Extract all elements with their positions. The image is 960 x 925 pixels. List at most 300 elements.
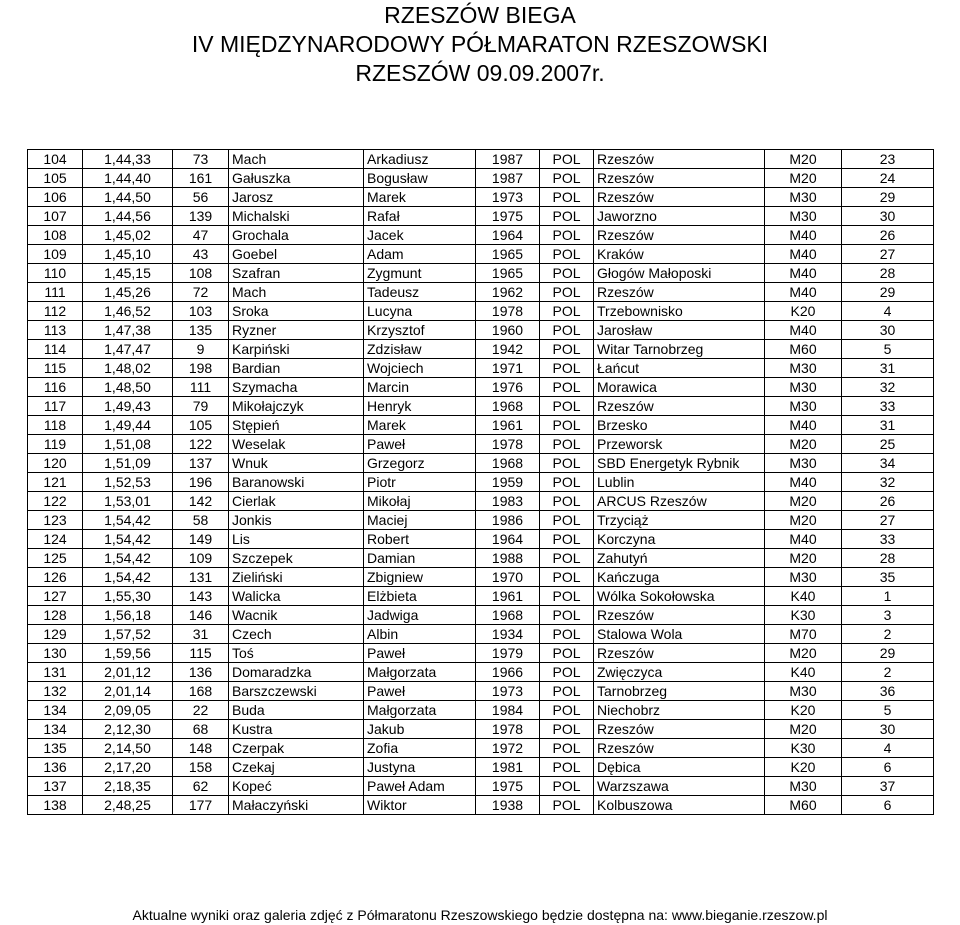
birth-year-cell: 1962 — [476, 283, 540, 302]
country-cell: POL — [540, 473, 594, 492]
city-cell: Kraków — [594, 245, 765, 264]
country-cell: POL — [540, 739, 594, 758]
category-cell: M20 — [765, 549, 842, 568]
table-row — [28, 169, 934, 188]
surname-cell: Gałuszka — [229, 169, 364, 188]
surname-cell: Małaczyński — [229, 796, 364, 815]
table-row — [28, 454, 934, 473]
category-cell: K20 — [765, 758, 842, 777]
bib-number-cell: 31 — [173, 625, 229, 644]
surname-cell: Czerpak — [229, 739, 364, 758]
place-cell: 129 — [28, 625, 83, 644]
bib-number-cell: 72 — [173, 283, 229, 302]
surname-cell: Goebel — [229, 245, 364, 264]
country-cell: POL — [540, 777, 594, 796]
place-cell: 107 — [28, 207, 83, 226]
first-name-cell: Albin — [364, 625, 476, 644]
country-cell: POL — [540, 758, 594, 777]
first-name-cell: Robert — [364, 530, 476, 549]
category-cell: K30 — [765, 606, 842, 625]
first-name-cell: Zdzisław — [364, 340, 476, 359]
time-cell: 1,54,42 — [83, 530, 173, 549]
birth-year-cell: 1973 — [476, 682, 540, 701]
first-name-cell: Paweł Adam — [364, 777, 476, 796]
country-cell: POL — [540, 340, 594, 359]
country-cell: POL — [540, 796, 594, 815]
time-cell: 1,46,52 — [83, 302, 173, 321]
table-row — [28, 682, 934, 701]
place-cell: 119 — [28, 435, 83, 454]
table-row — [28, 397, 934, 416]
surname-cell: Baranowski — [229, 473, 364, 492]
first-name-cell: Justyna — [364, 758, 476, 777]
time-cell: 1,44,33 — [83, 150, 173, 169]
place-cell: 132 — [28, 682, 83, 701]
birth-year-cell: 1942 — [476, 340, 540, 359]
table-row — [28, 511, 934, 530]
surname-cell: Grochala — [229, 226, 364, 245]
birth-year-cell: 1983 — [476, 492, 540, 511]
first-name-cell: Lucyna — [364, 302, 476, 321]
category-place-cell: 32 — [842, 473, 934, 492]
birth-year-cell: 1978 — [476, 435, 540, 454]
table-row — [28, 416, 934, 435]
category-cell: M40 — [765, 226, 842, 245]
category-place-cell: 6 — [842, 796, 934, 815]
table-row — [28, 188, 934, 207]
country-cell: POL — [540, 435, 594, 454]
category-place-cell: 23 — [842, 150, 934, 169]
bib-number-cell: 142 — [173, 492, 229, 511]
city-cell: Warzszawa — [594, 777, 765, 796]
first-name-cell: Jacek — [364, 226, 476, 245]
category-cell: M30 — [765, 454, 842, 473]
time-cell: 1,44,50 — [83, 188, 173, 207]
bib-number-cell: 158 — [173, 758, 229, 777]
country-cell: POL — [540, 701, 594, 720]
table-row — [28, 473, 934, 492]
category-cell: M30 — [765, 378, 842, 397]
time-cell: 1,52,53 — [83, 473, 173, 492]
city-cell: Rzeszów — [594, 283, 765, 302]
surname-cell: Kustra — [229, 720, 364, 739]
place-cell: 137 — [28, 777, 83, 796]
category-place-cell: 31 — [842, 416, 934, 435]
surname-cell: Mikołajczyk — [229, 397, 364, 416]
bib-number-cell: 122 — [173, 435, 229, 454]
place-cell: 111 — [28, 283, 83, 302]
birth-year-cell: 1981 — [476, 758, 540, 777]
country-cell: POL — [540, 169, 594, 188]
birth-year-cell: 1971 — [476, 359, 540, 378]
first-name-cell: Zygmunt — [364, 264, 476, 283]
category-place-cell: 26 — [842, 492, 934, 511]
surname-cell: Zieliński — [229, 568, 364, 587]
bib-number-cell: 109 — [173, 549, 229, 568]
category-cell: M20 — [765, 492, 842, 511]
city-cell: Korczyna — [594, 530, 765, 549]
surname-cell: Jarosz — [229, 188, 364, 207]
birth-year-cell: 1988 — [476, 549, 540, 568]
category-place-cell: 2 — [842, 625, 934, 644]
birth-year-cell: 1972 — [476, 739, 540, 758]
bib-number-cell: 148 — [173, 739, 229, 758]
table-row — [28, 359, 934, 378]
time-cell: 1,45,26 — [83, 283, 173, 302]
city-cell: Lublin — [594, 473, 765, 492]
time-cell: 1,54,42 — [83, 549, 173, 568]
table-row — [28, 625, 934, 644]
place-cell: 135 — [28, 739, 83, 758]
city-cell: ARCUS Rzeszów — [594, 492, 765, 511]
city-cell: Witar Tarnobrzeg — [594, 340, 765, 359]
time-cell: 1,53,01 — [83, 492, 173, 511]
surname-cell: Michalski — [229, 207, 364, 226]
bib-number-cell: 161 — [173, 169, 229, 188]
category-place-cell: 24 — [842, 169, 934, 188]
place-cell: 116 — [28, 378, 83, 397]
table-row — [28, 283, 934, 302]
bib-number-cell: 143 — [173, 587, 229, 606]
surname-cell: Domaradzka — [229, 663, 364, 682]
bib-number-cell: 108 — [173, 264, 229, 283]
table-row — [28, 378, 934, 397]
birth-year-cell: 1975 — [476, 777, 540, 796]
surname-cell: Weselak — [229, 435, 364, 454]
country-cell: POL — [540, 207, 594, 226]
category-cell: M40 — [765, 530, 842, 549]
bib-number-cell: 73 — [173, 150, 229, 169]
category-place-cell: 28 — [842, 264, 934, 283]
category-cell: K20 — [765, 302, 842, 321]
place-cell: 134 — [28, 720, 83, 739]
time-cell: 2,09,05 — [83, 701, 173, 720]
birth-year-cell: 1960 — [476, 321, 540, 340]
category-cell: M60 — [765, 796, 842, 815]
bib-number-cell: 135 — [173, 321, 229, 340]
city-cell: Kańczuga — [594, 568, 765, 587]
category-place-cell: 29 — [842, 644, 934, 663]
place-cell: 126 — [28, 568, 83, 587]
birth-year-cell: 1979 — [476, 644, 540, 663]
first-name-cell: Grzegorz — [364, 454, 476, 473]
bib-number-cell: 105 — [173, 416, 229, 435]
category-cell: M60 — [765, 340, 842, 359]
time-cell: 1,49,44 — [83, 416, 173, 435]
time-cell: 2,01,12 — [83, 663, 173, 682]
surname-cell: Ryzner — [229, 321, 364, 340]
surname-cell: Czech — [229, 625, 364, 644]
table-row — [28, 492, 934, 511]
country-cell: POL — [540, 644, 594, 663]
first-name-cell: Paweł — [364, 644, 476, 663]
place-cell: 130 — [28, 644, 83, 663]
category-place-cell: 26 — [842, 226, 934, 245]
place-cell: 120 — [28, 454, 83, 473]
country-cell: POL — [540, 150, 594, 169]
birth-year-cell: 1961 — [476, 416, 540, 435]
category-cell: M20 — [765, 644, 842, 663]
place-cell: 113 — [28, 321, 83, 340]
city-cell: Trzebownisko — [594, 302, 765, 321]
bib-number-cell: 79 — [173, 397, 229, 416]
country-cell: POL — [540, 359, 594, 378]
birth-year-cell: 1970 — [476, 568, 540, 587]
birth-year-cell: 1968 — [476, 397, 540, 416]
country-cell: POL — [540, 549, 594, 568]
table-row — [28, 777, 934, 796]
surname-cell: Toś — [229, 644, 364, 663]
table-row — [28, 530, 934, 549]
time-cell: 1,57,52 — [83, 625, 173, 644]
first-name-cell: Tadeusz — [364, 283, 476, 302]
category-cell: M20 — [765, 150, 842, 169]
category-place-cell: 27 — [842, 511, 934, 530]
country-cell: POL — [540, 530, 594, 549]
first-name-cell: Mikołaj — [364, 492, 476, 511]
category-place-cell: 29 — [842, 188, 934, 207]
birth-year-cell: 1964 — [476, 530, 540, 549]
city-cell: SBD Energetyk Rybnik — [594, 454, 765, 473]
category-place-cell: 4 — [842, 302, 934, 321]
table-row — [28, 701, 934, 720]
city-cell: Kolbuszowa — [594, 796, 765, 815]
first-name-cell: Henryk — [364, 397, 476, 416]
category-cell: M30 — [765, 682, 842, 701]
time-cell: 1,55,30 — [83, 587, 173, 606]
category-place-cell: 3 — [842, 606, 934, 625]
table-row — [28, 587, 934, 606]
country-cell: POL — [540, 587, 594, 606]
country-cell: POL — [540, 245, 594, 264]
city-cell: Rzeszów — [594, 720, 765, 739]
first-name-cell: Rafał — [364, 207, 476, 226]
place-cell: 125 — [28, 549, 83, 568]
bib-number-cell: 196 — [173, 473, 229, 492]
city-cell: Tarnobrzeg — [594, 682, 765, 701]
surname-cell: Barszczewski — [229, 682, 364, 701]
time-cell: 1,45,10 — [83, 245, 173, 264]
bib-number-cell: 198 — [173, 359, 229, 378]
first-name-cell: Damian — [364, 549, 476, 568]
surname-cell: Bardian — [229, 359, 364, 378]
country-cell: POL — [540, 606, 594, 625]
table-row — [28, 435, 934, 454]
city-cell: Jaworzno — [594, 207, 765, 226]
birth-year-cell: 1938 — [476, 796, 540, 815]
place-cell: 138 — [28, 796, 83, 815]
bib-number-cell: 22 — [173, 701, 229, 720]
place-cell: 115 — [28, 359, 83, 378]
time-cell: 2,17,20 — [83, 758, 173, 777]
results-table — [27, 149, 934, 815]
bib-number-cell: 115 — [173, 644, 229, 663]
city-cell: Rzeszów — [594, 188, 765, 207]
first-name-cell: Adam — [364, 245, 476, 264]
birth-year-cell: 1978 — [476, 302, 540, 321]
category-place-cell: 37 — [842, 777, 934, 796]
bib-number-cell: 149 — [173, 530, 229, 549]
city-cell: Dębica — [594, 758, 765, 777]
time-cell: 1,45,15 — [83, 264, 173, 283]
table-row — [28, 340, 934, 359]
birth-year-cell: 1978 — [476, 720, 540, 739]
category-cell: M30 — [765, 207, 842, 226]
bib-number-cell: 131 — [173, 568, 229, 587]
city-cell: Niechobrz — [594, 701, 765, 720]
category-place-cell: 28 — [842, 549, 934, 568]
surname-cell: Wacnik — [229, 606, 364, 625]
first-name-cell: Paweł — [364, 435, 476, 454]
place-cell: 118 — [28, 416, 83, 435]
city-cell: Rzeszów — [594, 169, 765, 188]
category-cell: M20 — [765, 511, 842, 530]
time-cell: 2,14,50 — [83, 739, 173, 758]
first-name-cell: Jakub — [364, 720, 476, 739]
place-cell: 114 — [28, 340, 83, 359]
category-cell: K20 — [765, 701, 842, 720]
place-cell: 108 — [28, 226, 83, 245]
category-cell: M30 — [765, 777, 842, 796]
category-cell: K30 — [765, 739, 842, 758]
category-place-cell: 2 — [842, 663, 934, 682]
birth-year-cell: 1984 — [476, 701, 540, 720]
category-cell: M20 — [765, 169, 842, 188]
bib-number-cell: 168 — [173, 682, 229, 701]
category-place-cell: 6 — [842, 758, 934, 777]
surname-cell: Szczepek — [229, 549, 364, 568]
footer-note: Aktualne wyniki oraz galeria zdjęć z Półmaratonu Rzeszowskiego będzie dostępna na: www.bieganie.rzeszow.pl — [132, 907, 828, 923]
country-cell: POL — [540, 321, 594, 340]
birth-year-cell: 1965 — [476, 264, 540, 283]
first-name-cell: Małgorzata — [364, 701, 476, 720]
table-row — [28, 302, 934, 321]
first-name-cell: Wojciech — [364, 359, 476, 378]
time-cell: 1,56,18 — [83, 606, 173, 625]
table-row — [28, 796, 934, 815]
country-cell: POL — [540, 625, 594, 644]
bib-number-cell: 137 — [173, 454, 229, 473]
surname-cell: Stępień — [229, 416, 364, 435]
birth-year-cell: 1986 — [476, 511, 540, 530]
birth-year-cell: 1959 — [476, 473, 540, 492]
bib-number-cell: 146 — [173, 606, 229, 625]
surname-cell: Jonkis — [229, 511, 364, 530]
category-cell: M40 — [765, 245, 842, 264]
bib-number-cell: 68 — [173, 720, 229, 739]
time-cell: 1,49,43 — [83, 397, 173, 416]
table-row — [28, 568, 934, 587]
place-cell: 121 — [28, 473, 83, 492]
table-row — [28, 207, 934, 226]
place-cell: 112 — [28, 302, 83, 321]
table-row — [28, 644, 934, 663]
country-cell: POL — [540, 188, 594, 207]
category-place-cell: 27 — [842, 245, 934, 264]
first-name-cell: Zbigniew — [364, 568, 476, 587]
time-cell: 1,48,02 — [83, 359, 173, 378]
category-place-cell: 25 — [842, 435, 934, 454]
birth-year-cell: 1934 — [476, 625, 540, 644]
category-cell: K40 — [765, 663, 842, 682]
time-cell: 1,59,56 — [83, 644, 173, 663]
place-cell: 110 — [28, 264, 83, 283]
category-cell: M40 — [765, 264, 842, 283]
place-cell: 128 — [28, 606, 83, 625]
time-cell: 1,47,38 — [83, 321, 173, 340]
country-cell: POL — [540, 302, 594, 321]
first-name-cell: Wiktor — [364, 796, 476, 815]
surname-cell: Walicka — [229, 587, 364, 606]
time-cell: 1,54,42 — [83, 511, 173, 530]
bib-number-cell: 47 — [173, 226, 229, 245]
country-cell: POL — [540, 682, 594, 701]
first-name-cell: Elżbieta — [364, 587, 476, 606]
city-cell: Stalowa Wola — [594, 625, 765, 644]
place-cell: 123 — [28, 511, 83, 530]
category-place-cell: 33 — [842, 530, 934, 549]
birth-year-cell: 1987 — [476, 150, 540, 169]
category-place-cell: 30 — [842, 321, 934, 340]
birth-year-cell: 1964 — [476, 226, 540, 245]
category-place-cell: 35 — [842, 568, 934, 587]
first-name-cell: Marek — [364, 416, 476, 435]
birth-year-cell: 1976 — [476, 378, 540, 397]
time-cell: 1,48,50 — [83, 378, 173, 397]
category-place-cell: 5 — [842, 701, 934, 720]
country-cell: POL — [540, 454, 594, 473]
bib-number-cell: 62 — [173, 777, 229, 796]
first-name-cell: Małgorzata — [364, 663, 476, 682]
category-place-cell: 30 — [842, 720, 934, 739]
time-cell: 1,51,09 — [83, 454, 173, 473]
first-name-cell: Bogusław — [364, 169, 476, 188]
birth-year-cell: 1975 — [476, 207, 540, 226]
surname-cell: Kopeć — [229, 777, 364, 796]
city-cell: Przeworsk — [594, 435, 765, 454]
place-cell: 106 — [28, 188, 83, 207]
bib-number-cell: 103 — [173, 302, 229, 321]
place-cell: 127 — [28, 587, 83, 606]
category-cell: M20 — [765, 720, 842, 739]
city-cell: Rzeszów — [594, 150, 765, 169]
city-cell: Rzeszów — [594, 226, 765, 245]
time-cell: 2,01,14 — [83, 682, 173, 701]
surname-cell: Sroka — [229, 302, 364, 321]
city-cell: Morawica — [594, 378, 765, 397]
country-cell: POL — [540, 378, 594, 397]
city-cell: Wólka Sokołowska — [594, 587, 765, 606]
bib-number-cell: 111 — [173, 378, 229, 397]
surname-cell: Szymacha — [229, 378, 364, 397]
country-cell: POL — [540, 663, 594, 682]
table-row — [28, 549, 934, 568]
surname-cell: Szafran — [229, 264, 364, 283]
bib-number-cell: 58 — [173, 511, 229, 530]
time-cell: 2,12,30 — [83, 720, 173, 739]
country-cell: POL — [540, 720, 594, 739]
first-name-cell: Jadwiga — [364, 606, 476, 625]
time-cell: 1,51,08 — [83, 435, 173, 454]
city-cell: Brzesko — [594, 416, 765, 435]
country-cell: POL — [540, 226, 594, 245]
first-name-cell: Arkadiusz — [364, 150, 476, 169]
surname-cell: Karpiński — [229, 340, 364, 359]
country-cell: POL — [540, 511, 594, 530]
table-row — [28, 720, 934, 739]
city-cell: Głogów Małoposki — [594, 264, 765, 283]
country-cell: POL — [540, 264, 594, 283]
